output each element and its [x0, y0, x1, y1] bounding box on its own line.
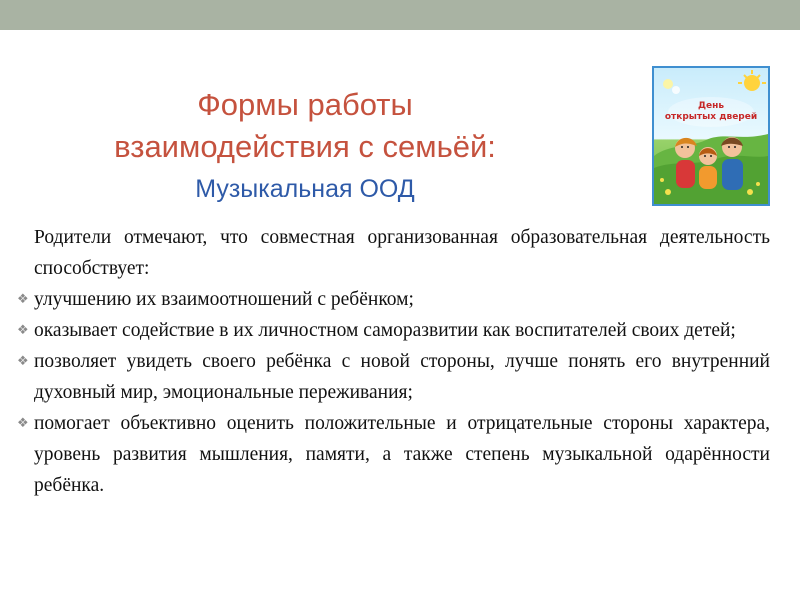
- diamond-bullet-icon: ❖: [17, 354, 29, 369]
- poster-title-line-1: День: [697, 101, 725, 111]
- list-item-text: улучшению их взаимоотношений с ребёнком;: [34, 289, 414, 310]
- diamond-bullet-icon: ❖: [17, 292, 29, 307]
- title-block: [40, 84, 570, 206]
- bullet-list: [17, 284, 770, 501]
- list-item-text: оказывает содействие в их личностном саморазвитии как воспитателей своих детей;: [34, 320, 736, 341]
- list-item: [17, 408, 770, 501]
- page-title-line-2: взаимодействия с семьёй:: [114, 129, 496, 164]
- diamond-bullet-icon: ❖: [17, 416, 29, 431]
- list-item: [17, 315, 770, 346]
- list-item: [17, 346, 770, 408]
- poster-title-line-2: открытых дверей: [664, 112, 758, 122]
- page-title-line-1: Формы работы: [197, 87, 413, 122]
- main-content: [17, 222, 770, 501]
- list-item: [17, 284, 770, 315]
- list-item-text: позволяет увидеть своего ребёнка с новой стороны, лучше понять его внутренний духовный мир, эмоциональные переживания;: [34, 351, 770, 403]
- open-day-poster: [652, 66, 770, 206]
- list-item-text: помогает объективно оценить положительные и отрицательные стороны характера, уровень развития мышления, памяти, а также степень музыкальной одарённости ребёнка.: [34, 413, 770, 496]
- poster-illustration: [654, 68, 768, 204]
- diamond-bullet-icon: ❖: [17, 323, 29, 338]
- top-band: [0, 0, 800, 30]
- page-subtitle: Музыкальная ООД: [195, 175, 415, 203]
- intro-paragraph: Родители отмечают, что совместная организованная образовательная деятельность способствует:: [34, 227, 770, 279]
